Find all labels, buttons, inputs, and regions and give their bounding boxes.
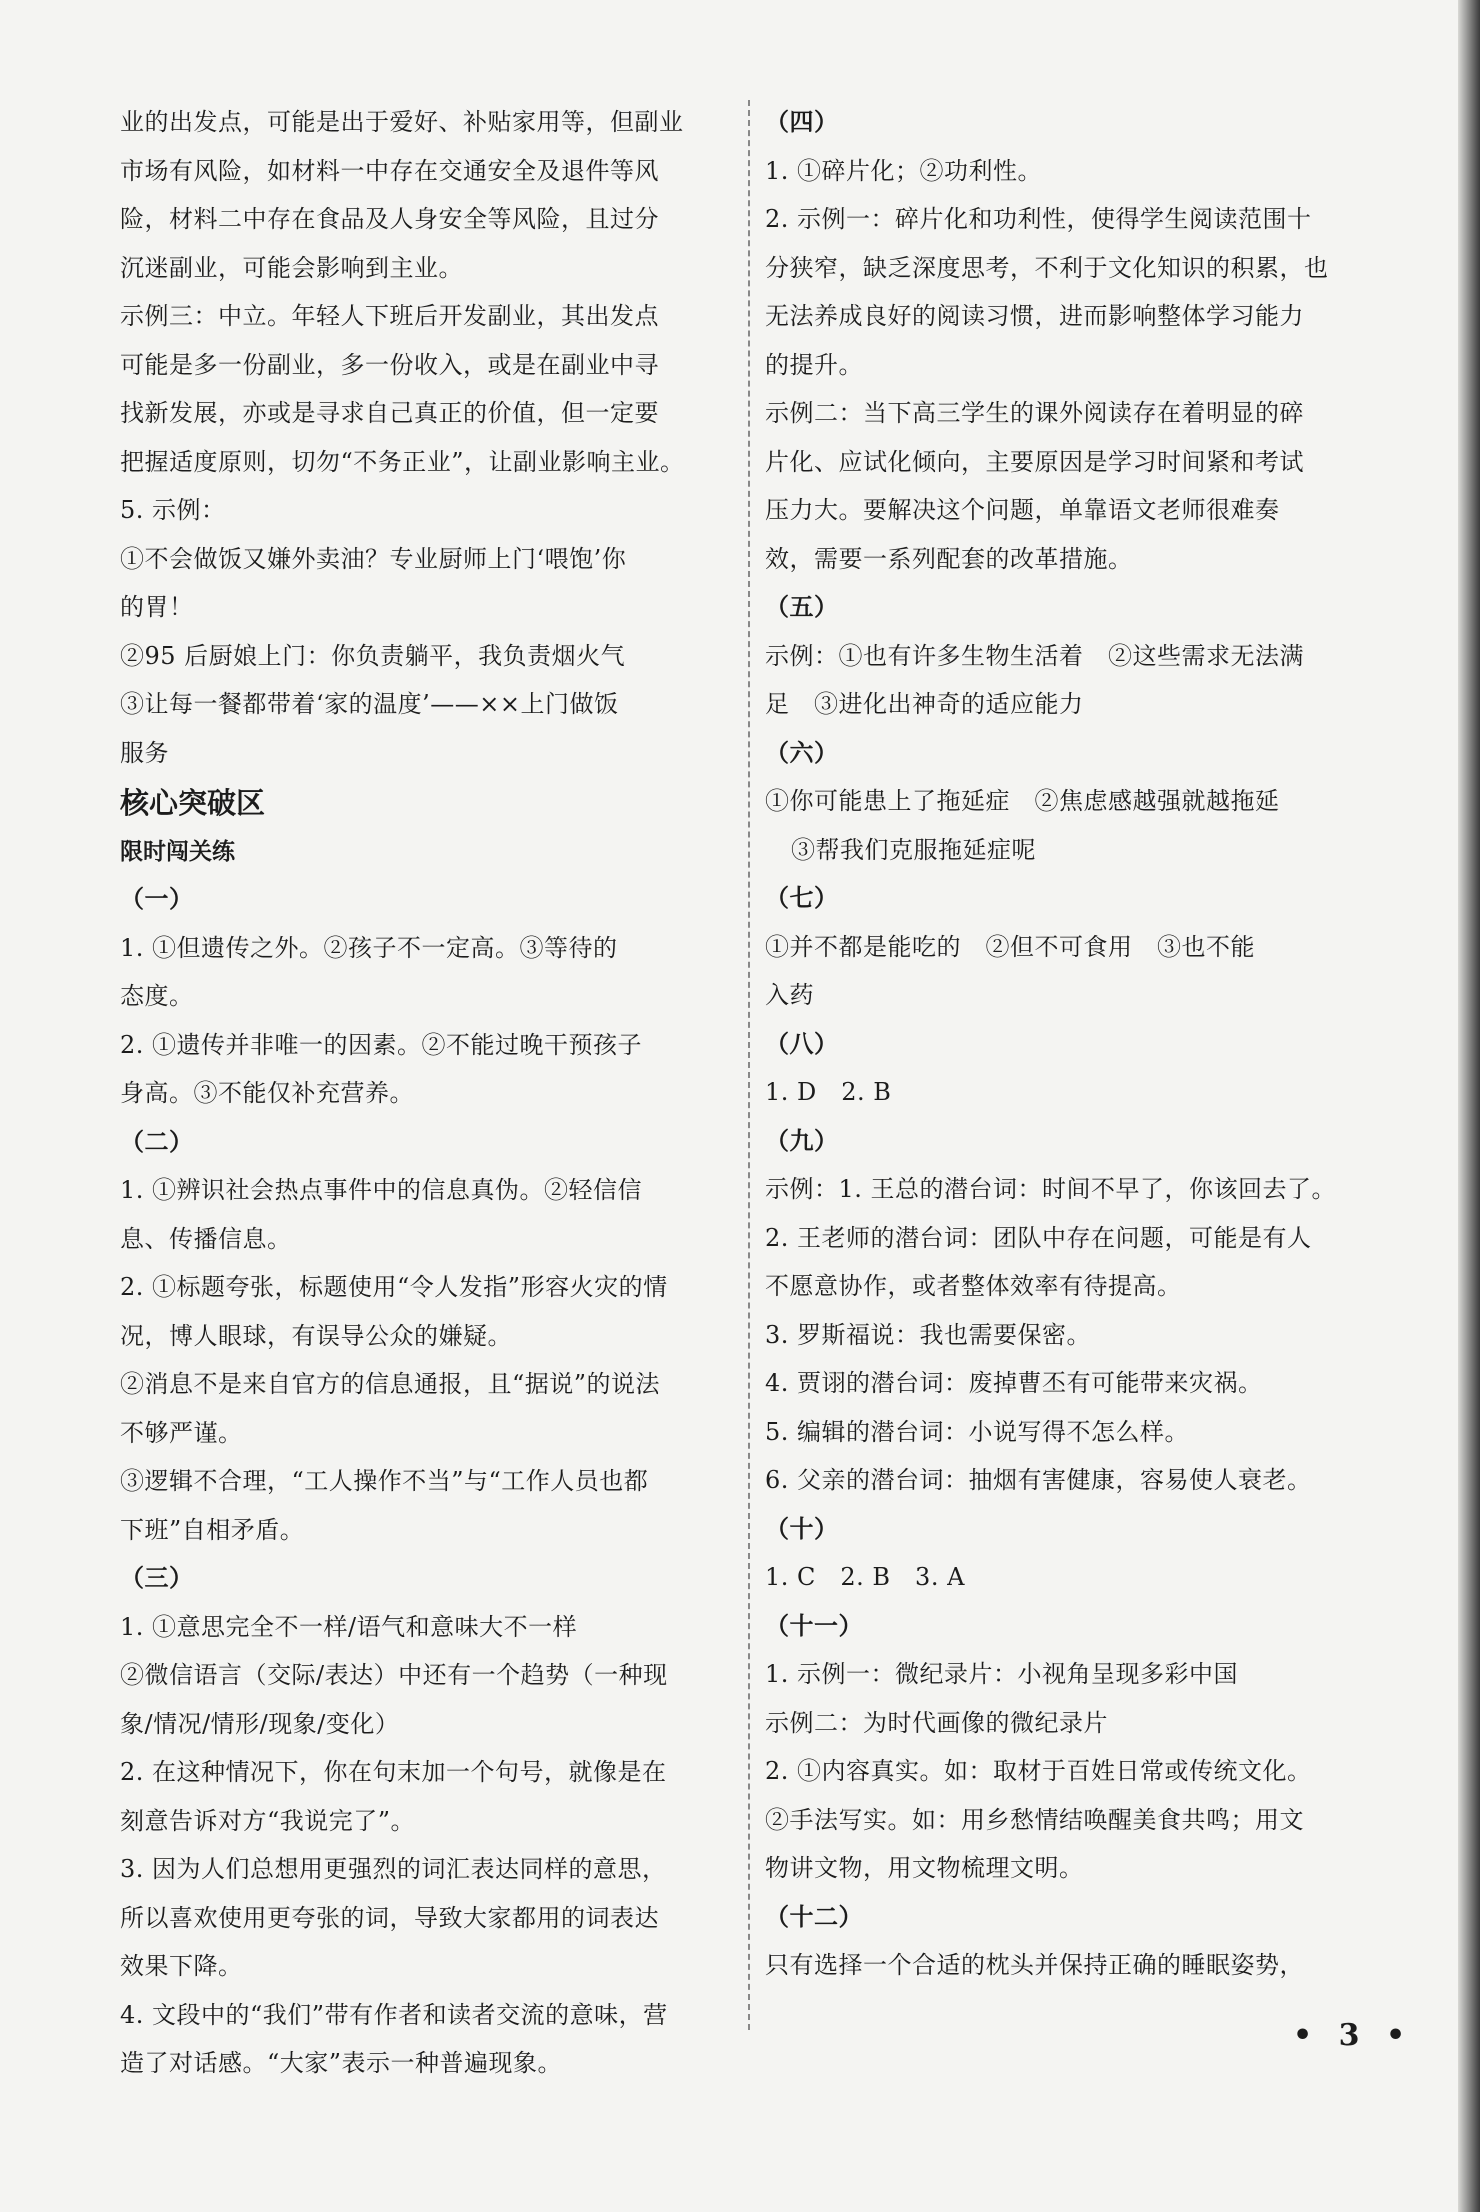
- exercise-number: （二）: [120, 1126, 194, 1156]
- text-line: 业的出发点，可能是出于爱好、补贴家用等，但副业: [120, 108, 684, 136]
- answer-line: 1. ①但遗传之外。②孩子不一定高。③等待的: [120, 933, 618, 962]
- exercise-number: （五）: [765, 592, 839, 621]
- exercise-number: （十）: [765, 1513, 839, 1543]
- answer-line: 2. 示例一：碎片化和功利性，使得学生阅读范围十: [765, 205, 1312, 233]
- page-number: • 3 •: [1293, 2018, 1414, 2053]
- text-line: 下班”自相矛盾。: [120, 1515, 305, 1544]
- text-line: 服务: [120, 738, 169, 767]
- text-line: ①你可能患上了拖延症 ②焦虑感越强就越拖延: [765, 787, 1280, 815]
- answer-line: 5. 编辑的潜台词：小说写得不怎么样。: [765, 1417, 1190, 1446]
- text-line: 沉迷副业，可能会影响到主业。: [120, 253, 463, 282]
- answer-line: 1. ①辨识社会热点事件中的信息真伪。②轻信信: [120, 1176, 643, 1204]
- text-line: 不够严谨。: [120, 1418, 243, 1447]
- text-line: ②手法写实。如：用乡愁情结唤醒美食共鸣；用文: [765, 1805, 1304, 1834]
- text-line: 示例：①也有许多生物生活着 ②这些需求无法满: [765, 641, 1304, 670]
- section-heading: 核心突破区: [120, 786, 266, 820]
- text-line: 示例：1. 王总的潜台词：时间不早了，你该回去了。: [765, 1175, 1337, 1203]
- text-line: 找新发展，亦或是寻求自己真正的价值，但一定要: [120, 399, 659, 427]
- answer-line: 2. ①内容真实。如：取材于百姓日常或传统文化。: [765, 1757, 1312, 1785]
- text-line: 象/情况/情形/现象/变化）: [120, 1709, 400, 1738]
- text-line: ①不会做饭又嫌外卖油？专业厨师上门‘喂饱’你: [120, 544, 627, 573]
- text-line: 压力大。要解决这个问题，单靠语文老师很难奏: [765, 496, 1280, 524]
- text-line: ③让每一餐都带着‘家的温度’——××上门做饭: [120, 690, 619, 718]
- right-column: [765, 98, 1380, 1990]
- text-line: ②消息不是来自官方的信息通报，且“据说”的说法: [120, 1370, 661, 1398]
- page-edge-shadow: [1458, 0, 1480, 2212]
- answer-line: 2. 王老师的潜台词：团队中存在问题，可能是有人: [765, 1223, 1312, 1252]
- text-line: 身高。③不能仅补充营养。: [120, 1079, 414, 1107]
- text-line: 刻意告诉对方“我说完了”。: [120, 1806, 416, 1835]
- text-line: 市场有风险，如材料一中存在交通安全及退件等风: [120, 156, 659, 185]
- exercise-number: （八）: [765, 1028, 839, 1058]
- text-line: 的提升。: [765, 350, 863, 379]
- subsection-heading: 限时闯关练: [120, 839, 235, 865]
- text-line: 况，博人眼球，有误导公众的嫌疑。: [120, 1321, 512, 1350]
- answer-line: 1. C 2. B 3. A: [765, 1563, 965, 1591]
- text-line: ③帮我们克服拖延症呢: [791, 835, 1036, 864]
- answer-line: 4. 文段中的“我们”带有作者和读者交流的意味，营: [120, 2000, 668, 2029]
- text-line: 态度。: [120, 982, 194, 1010]
- text-line: 可能是多一份副业，多一份收入，或是在副业中寻: [120, 350, 659, 379]
- answer-line: 1. ①意思完全不一样/语气和意味大不一样: [120, 1612, 578, 1641]
- exercise-number: （六）: [765, 737, 839, 767]
- text-line: 物讲文物，用文物梳理文明。: [765, 1854, 1084, 1882]
- text-line: 示例二：为时代画像的微纪录片: [765, 1708, 1108, 1737]
- text-line: 险，材料二中存在食品及人身安全等风险，且过分: [120, 205, 659, 233]
- answer-line: 1. 示例一：微纪录片：小视角呈现多彩中国: [765, 1660, 1239, 1688]
- text-line: 效果下降。: [120, 1952, 243, 1980]
- text-line: 所以喜欢使用更夸张的词，导致大家都用的词表达: [120, 1903, 659, 1932]
- exercise-number: （一）: [120, 884, 194, 913]
- answer-line: 2. 在这种情况下，你在句末加一个句号，就像是在: [120, 1758, 667, 1786]
- text-line: 无法养成良好的阅读习惯，进而影响整体学习能力: [765, 302, 1304, 330]
- text-line: 的胃！: [120, 593, 194, 621]
- answer-line: 3. 罗斯福说：我也需要保密。: [765, 1320, 1092, 1349]
- answer-line: 2. ①标题夸张，标题使用“令人发指”形容火灾的情: [120, 1273, 668, 1301]
- exercise-number: （九）: [765, 1125, 839, 1155]
- answer-line: 3. 因为人们总想用更强烈的词汇表达同样的意思，: [120, 1855, 667, 1883]
- text-line: 只有选择一个合适的枕头并保持正确的睡眠姿势，: [765, 1951, 1304, 1979]
- text-line: 效，需要一系列配套的改革措施。: [765, 544, 1133, 573]
- text-line: 造了对话感。“大家”表示一种普遍现象。: [120, 2049, 563, 2077]
- answer-line: 5. 示例：: [120, 496, 226, 524]
- exercise-number: （三）: [120, 1563, 194, 1592]
- text-line: ③逻辑不合理，“工人操作不当”与“工作人员也都: [120, 1467, 649, 1495]
- text-line: ①并不都是能吃的 ②但不可食用 ③也不能: [765, 932, 1255, 961]
- text-line: ②95 后厨娘上门：你负责躺平，我负责烟火气: [120, 641, 626, 670]
- text-line: 息、传播信息。: [120, 1224, 292, 1253]
- text-line: 入药: [765, 981, 814, 1009]
- exercise-number: （七）: [765, 883, 839, 912]
- answer-line: 6. 父亲的潜台词：抽烟有害健康，容易使人衰老。: [765, 1466, 1312, 1494]
- exercise-number: （十二）: [765, 1901, 863, 1931]
- text-line: 片化、应试化倾向，主要原因是学习时间紧和考试: [765, 447, 1304, 476]
- text-line: 分狭窄，缺乏深度思考，不利于文化知识的积累，也: [765, 253, 1329, 282]
- left-column: [120, 98, 735, 2088]
- exercise-number: （十一）: [765, 1610, 863, 1640]
- answer-line: 1. D 2. B: [765, 1078, 892, 1106]
- text-line: ②微信语言（交际/表达）中还有一个趋势（一种现: [120, 1661, 668, 1689]
- text-line: 把握适度原则，切勿“不务正业”，让副业影响主业。: [120, 447, 685, 476]
- text-line: 不愿意协作，或者整体效率有待提高。: [765, 1272, 1182, 1300]
- text-line: 足 ③进化出神奇的适应能力: [765, 690, 1084, 718]
- exercise-number: （四）: [765, 107, 839, 136]
- text-line: 示例三：中立。年轻人下班后开发副业，其出发点: [120, 302, 659, 330]
- answer-line: 2. ①遗传并非唯一的因素。②不能过晚干预孩子: [120, 1030, 643, 1059]
- answer-line: 4. 贾诩的潜台词：废掉曹丕有可能带来灾祸。: [765, 1369, 1263, 1397]
- answer-line: 1. ①碎片化；②功利性。: [765, 156, 1043, 185]
- text-line: 示例二：当下高三学生的课外阅读存在着明显的碎: [765, 399, 1304, 427]
- column-divider: [748, 100, 750, 2030]
